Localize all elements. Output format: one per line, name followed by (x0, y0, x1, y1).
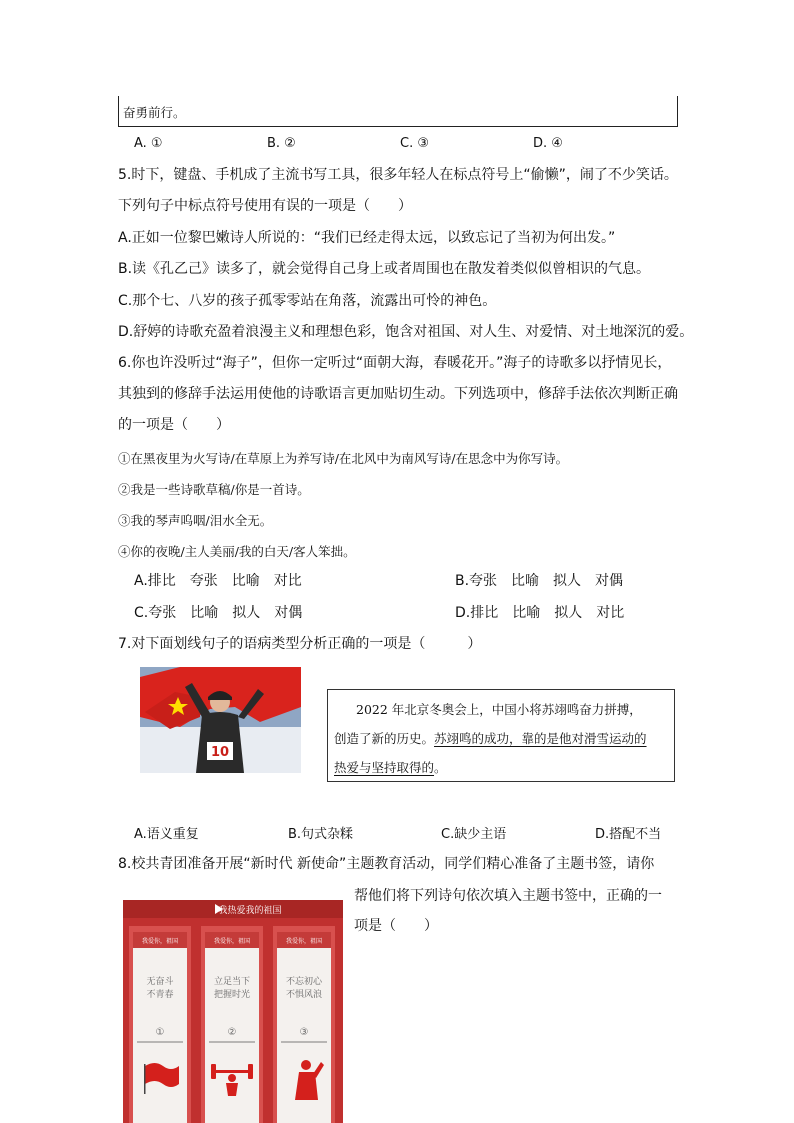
passage-end-text: 奋勇前行。 (123, 105, 186, 120)
q5-option-a[interactable]: A.正如一位黎巴嫩诗人所说的：“我们已经走得太远，以致忘记了当初为何出发。” (118, 230, 616, 246)
q6-option-a[interactable]: A.排比 夸张 比喻 对比 (134, 573, 302, 589)
quote-line-3-end: 。 (434, 760, 447, 775)
q7-quote-box (327, 689, 675, 782)
card-3-text-2: 不惧风浪 (285, 990, 323, 1000)
q8-stem-line-3: 项是（ ） (354, 918, 438, 934)
q7-option-b[interactable]: B.句式杂糅 (288, 827, 354, 842)
q4-option-b[interactable]: B. ② (267, 136, 296, 151)
q6-item-1: ①在黑夜里为火写诗/在草原上为养写诗/在北风中为南风写诗/在思念中为你写诗。 (118, 451, 569, 466)
q6-stem-line-1: 6.你也许没听过“海子”，但你一定听过“面朝大海，春暖花开。”海子的诗歌多以抒情见长， (118, 355, 672, 371)
q5-option-c[interactable]: C.那个七、八岁的孩子孤零零站在角落，流露出可怜的神色。 (118, 293, 497, 309)
card-1-number: ① (155, 1027, 165, 1038)
q6-item-2: ②我是一些诗歌草稿/你是一首诗。 (118, 482, 310, 497)
q7-stem: 7.对下面划线句子的语病类型分析正确的一项是（ ） (118, 636, 482, 652)
q7-option-a[interactable]: A.语义重复 (134, 827, 199, 842)
passage-box (118, 96, 678, 127)
bookmark-image (123, 900, 343, 1123)
q6-option-d[interactable]: D.排比 比喻 拟人 对比 (455, 605, 625, 621)
card-1-text-2: 不青春 (146, 990, 174, 1000)
quote-line-2-plain: 创造了新的历史。 (334, 731, 435, 746)
card-2-header: 我爱你，祖国 (213, 938, 251, 945)
q6-option-c[interactable]: C.夸张 比喻 拟人 对偶 (134, 605, 303, 621)
q4-option-c[interactable]: C. ③ (400, 136, 429, 151)
card-2-text-1: 立足当下 (213, 977, 251, 987)
card-2-number: ② (227, 1027, 237, 1038)
quote-underlined-part-2: 热爱与坚持取得的 (334, 760, 435, 775)
card-3-header: 我爱你，祖国 (285, 938, 323, 945)
q7-option-c[interactable]: C.缺少主语 (441, 827, 507, 842)
q7-option-d[interactable]: D.搭配不当 (595, 827, 662, 842)
q5-option-b[interactable]: B.读《孔乙己》读多了，就会觉得自己身上或者周围也在散发着类似似曾相识的气息。 (118, 261, 651, 277)
q5-stem-line-2: 下列句子中标点符号使用有误的一项是（ ） (118, 198, 412, 214)
q4-option-a[interactable]: A. ① (134, 136, 163, 151)
q6-option-b[interactable]: B.夸张 比喻 拟人 对偶 (455, 573, 624, 589)
card-1-header: 我爱你，祖国 (141, 938, 179, 945)
q6-stem-line-3: 的一项是（ ） (118, 417, 230, 433)
q4-option-d[interactable]: D. ④ (533, 136, 563, 151)
q6-item-4: ④你的夜晚/主人美丽/我的白天/客人笨拙。 (118, 544, 356, 559)
card-3-number: ③ (299, 1027, 309, 1038)
quote-line-2 (334, 729, 647, 747)
q5-stem-line-1: 5.时下，键盘、手机成了主流书写工具，很多年轻人在标点符号上“偷懒”，闹了不少笑话。 (118, 167, 678, 183)
q8-stem-line-2: 帮他们将下列诗句依次填入主题书签中，正确的一 (354, 888, 662, 904)
quote-underlined-part-1: 苏翊鸣的成功，靠的是他对滑雪运动的 (434, 731, 647, 746)
q6-stem-line-2: 其独到的修辞手法运用使他的诗歌语言更加贴切生动。下列选项中，修辞手法依次判断正确 (118, 386, 678, 402)
q6-item-3: ③我的琴声呜咽/泪水全无。 (118, 513, 273, 528)
quote-line-1: 2022 年北京冬奥会上，中国小将苏翊鸣奋力拼搏， (356, 702, 642, 717)
q8-stem-line-1: 8.校共青团准备开展“新时代 新使命”主题教育活动，同学们精心准备了主题书签，请你 (118, 856, 655, 872)
card-1-text-1: 无奋斗 (146, 977, 174, 987)
athlete-photo (140, 667, 301, 773)
quote-line-3 (334, 758, 447, 776)
card-3-text-1: 不忘初心 (285, 977, 323, 987)
q5-option-d[interactable]: D.舒婷的诗歌充盈着浪漫主义和理想色彩，饱含对祖国、对人生、对爱情、对土地深沉的爱。 (118, 324, 694, 340)
bookmark-banner-text: 我热爱我的祖国 (218, 906, 282, 916)
card-2-text-2: 把握时光 (213, 990, 251, 1000)
bib-number-text: 10 (210, 745, 230, 760)
